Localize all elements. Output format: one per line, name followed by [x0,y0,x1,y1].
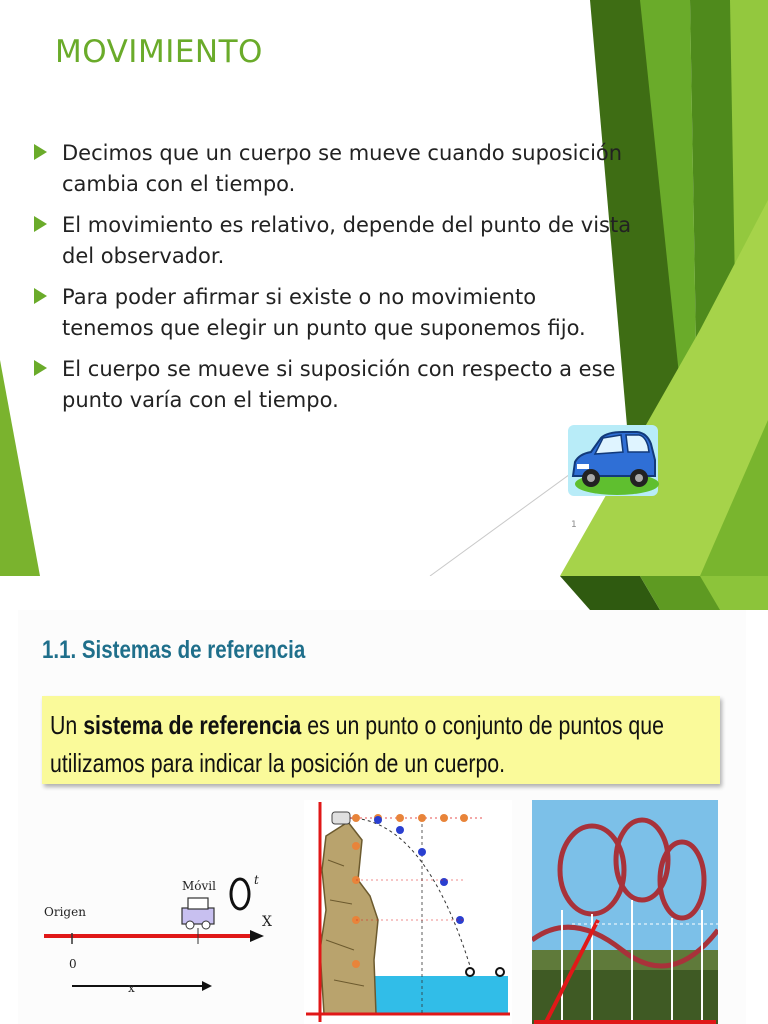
page-number: 1 [571,520,577,530]
bullet-item [34,282,634,344]
label-t: t [254,873,259,887]
bullet-arrow-icon [34,144,47,160]
section-title: 1.1. Sistemas de referencia [42,636,306,664]
label-X: X [262,914,272,930]
slide-2 [0,576,768,1024]
bullet-item [34,210,634,272]
car-clipart-icon [567,424,659,497]
bullet-item [34,354,634,416]
definition-text [50,706,722,782]
bullet-text: El movimiento es relativo, depende del punto de vista del observador. [62,213,632,268]
content-panel [18,610,746,1024]
bullet-arrow-icon [34,360,47,376]
slide-title: MOVIMIENTO [55,34,263,70]
definition-term: sistema de referencia [83,710,302,740]
roller-coaster-photo [532,800,718,1024]
label-origen: Origen [44,905,86,919]
cliff-projectile-figure [304,800,512,1024]
bullet-text: El cuerpo se mueve si suposición con respecto a ese punto varía con el tiempo. [62,357,616,412]
bullet-arrow-icon [34,288,47,304]
definition-suffix: es un punto o conjunto de puntos que utilizamos para indicar la posición de un cuerpo. [50,710,665,778]
bullet-list [34,138,634,426]
reference-axis-figure [42,838,282,1024]
water-area [374,976,508,1014]
label-x: x [128,981,135,995]
bullet-item [34,138,634,200]
label-zero: 0 [69,957,77,971]
bullet-arrow-icon [34,216,47,232]
bullet-text: Decimos que un cuerpo se mueve cuando suposición cambia con el tiempo. [62,141,623,196]
definition-prefix: Un [50,710,78,740]
label-movil: Móvil [182,879,216,893]
clock-icon [231,879,249,909]
launcher-icon [332,812,350,824]
axis-arrow-icon [250,930,264,942]
bullet-text: Para poder afirmar si existe o no movimiento tenemos que elegir un punto que suponemos fijo. [62,285,586,340]
definition-box [42,696,720,784]
